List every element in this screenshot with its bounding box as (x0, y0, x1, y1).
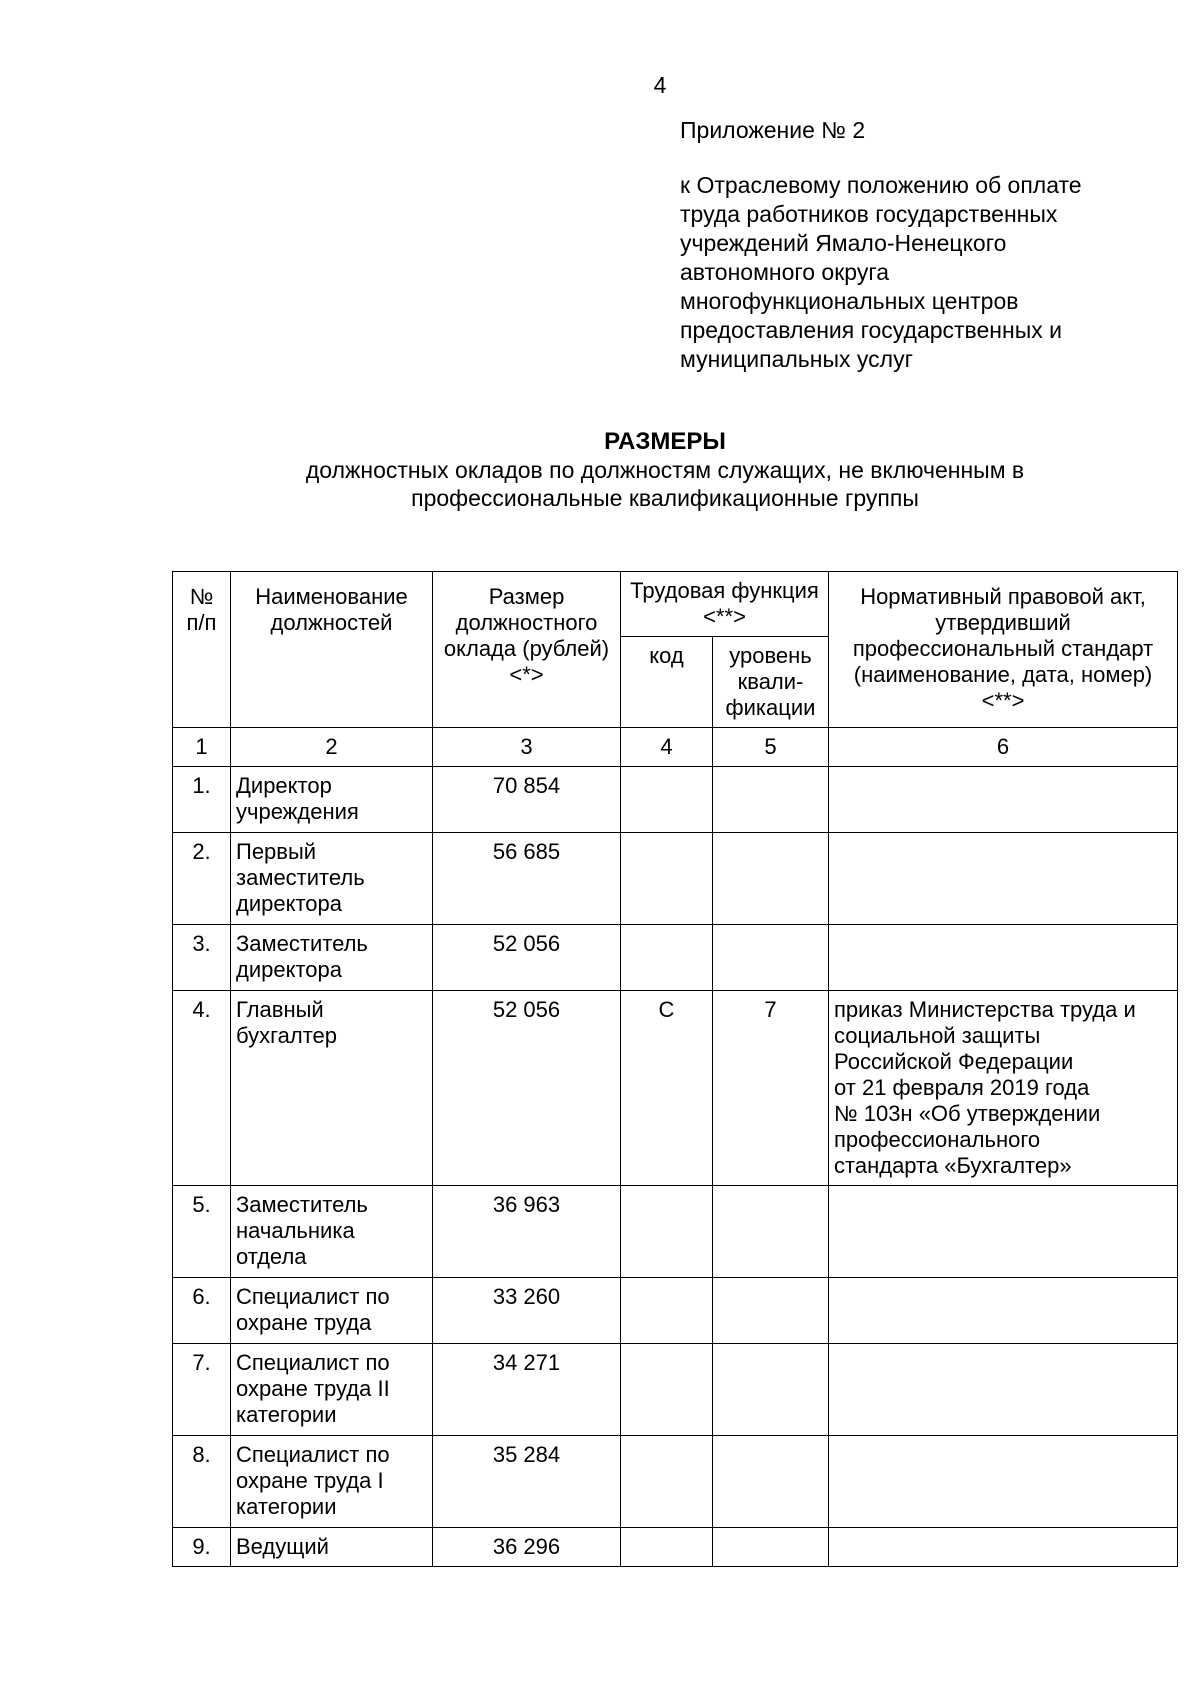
row-act (829, 1436, 1178, 1528)
row-num: 5. (173, 1186, 231, 1278)
row-num: 2. (173, 833, 231, 925)
appendix-line: муниципальных услуг (680, 346, 913, 372)
column-number: 4 (621, 728, 713, 767)
row-salary: 35 284 (433, 1436, 621, 1528)
row-code (621, 1186, 713, 1278)
table-row (173, 1344, 1178, 1436)
salary-table (172, 571, 1178, 1567)
row-act (829, 1344, 1178, 1436)
row-position-name: Ведущий (231, 1528, 433, 1567)
row-code (621, 1528, 713, 1567)
row-position-name: Специалист по охране труда (231, 1278, 433, 1344)
row-act (829, 991, 1178, 1186)
row-level (713, 1528, 829, 1567)
appendix-description (680, 171, 1180, 374)
act-line: стандарта «Бухгалтер» (834, 1153, 1072, 1178)
appendix-line: к Отраслевому положению об оплате (680, 172, 1082, 198)
row-salary: 70 854 (433, 767, 621, 833)
header-salary: Размер должностного оклада (рублей) <*> (433, 572, 621, 728)
row-salary: 33 260 (433, 1278, 621, 1344)
appendix-line: труда работников государственных (680, 201, 1058, 227)
row-position-name: Специалист по охране труда II категории (231, 1344, 433, 1436)
row-level (713, 925, 829, 991)
row-salary: 52 056 (433, 991, 621, 1186)
row-code (621, 925, 713, 991)
row-salary: 56 685 (433, 833, 621, 925)
appendix-title: Приложение № 2 (680, 117, 866, 143)
act-line: социальной защиты (834, 1023, 1041, 1048)
act-line: от 21 февраля 2019 года (834, 1075, 1090, 1100)
table-header-row (173, 572, 1178, 637)
row-act (829, 1528, 1178, 1567)
document-heading (170, 428, 1160, 512)
row-level (713, 1436, 829, 1528)
row-code (621, 767, 713, 833)
row-level (713, 1186, 829, 1278)
row-salary: 52 056 (433, 925, 621, 991)
table-row (173, 925, 1178, 991)
heading-subtitle-line: профессиональные квалификационные группы (411, 485, 919, 511)
header-num: № п/п (173, 572, 231, 728)
act-line: № 103н «Об утверждении (834, 1101, 1101, 1126)
appendix-line: автономного округа (680, 259, 889, 285)
row-level (713, 1278, 829, 1344)
row-salary: 34 271 (433, 1344, 621, 1436)
act-line: профессионального (834, 1127, 1041, 1152)
row-act (829, 833, 1178, 925)
column-number-row (173, 728, 1178, 767)
row-position-name: Директор учреждения (231, 767, 433, 833)
row-act (829, 767, 1178, 833)
act-line: приказ Министерства труда и (834, 997, 1136, 1022)
page-number: 4 (653, 72, 667, 98)
appendix-block (680, 116, 1180, 374)
column-number: 3 (433, 728, 621, 767)
row-code (621, 833, 713, 925)
row-num: 6. (173, 1278, 231, 1344)
row-code (621, 1278, 713, 1344)
act-line: Российской Федерации (834, 1049, 1074, 1074)
row-level (713, 833, 829, 925)
row-position-name: Первый заместитель директора (231, 833, 433, 925)
column-number: 6 (829, 728, 1178, 767)
header-level: уровень квали-фикации (713, 637, 829, 728)
row-position-name: Главный бухгалтер (231, 991, 433, 1186)
appendix-line: многофункциональных центров (680, 288, 1019, 314)
row-code (621, 1436, 713, 1528)
table-row (173, 1278, 1178, 1344)
row-level (713, 1344, 829, 1436)
row-num: 3. (173, 925, 231, 991)
row-num: 8. (173, 1436, 231, 1528)
heading-title: РАЗМЕРЫ (604, 428, 726, 455)
table-row (173, 767, 1178, 833)
column-number: 2 (231, 728, 433, 767)
appendix-line: предоставления государственных и (680, 317, 1062, 343)
header-name: Наименование должностей (231, 572, 433, 728)
row-salary: 36 963 (433, 1186, 621, 1278)
row-num: 4. (173, 991, 231, 1186)
row-num: 7. (173, 1344, 231, 1436)
row-code (621, 1344, 713, 1436)
row-level (713, 767, 829, 833)
row-position-name: Заместитель директора (231, 925, 433, 991)
row-act (829, 1278, 1178, 1344)
table-row (173, 1186, 1178, 1278)
table-row (173, 991, 1178, 1186)
column-number: 1 (173, 728, 231, 767)
row-num: 9. (173, 1528, 231, 1567)
heading-subtitle-line: должностных окладов по должностям служащих, не включенным в (305, 457, 1025, 483)
table-row (173, 1528, 1178, 1567)
row-code: С (621, 991, 713, 1186)
row-position-name: Заместитель начальника отдела (231, 1186, 433, 1278)
row-level: 7 (713, 991, 829, 1186)
row-num: 1. (173, 767, 231, 833)
table-row (173, 833, 1178, 925)
row-salary: 36 296 (433, 1528, 621, 1567)
row-position-name: Специалист по охране труда I категории (231, 1436, 433, 1528)
header-code: код (621, 637, 713, 728)
row-act (829, 925, 1178, 991)
row-act (829, 1186, 1178, 1278)
column-number: 5 (713, 728, 829, 767)
table-row (173, 1436, 1178, 1528)
header-act: Нормативный правовой акт, утвердивший профессиональный стандарт (наименование, дата, номер) <**> (829, 572, 1178, 728)
header-labor-function: Трудовая функция <**> (621, 572, 829, 637)
appendix-line: учреждений Ямало-Ненецкого (680, 230, 1007, 256)
